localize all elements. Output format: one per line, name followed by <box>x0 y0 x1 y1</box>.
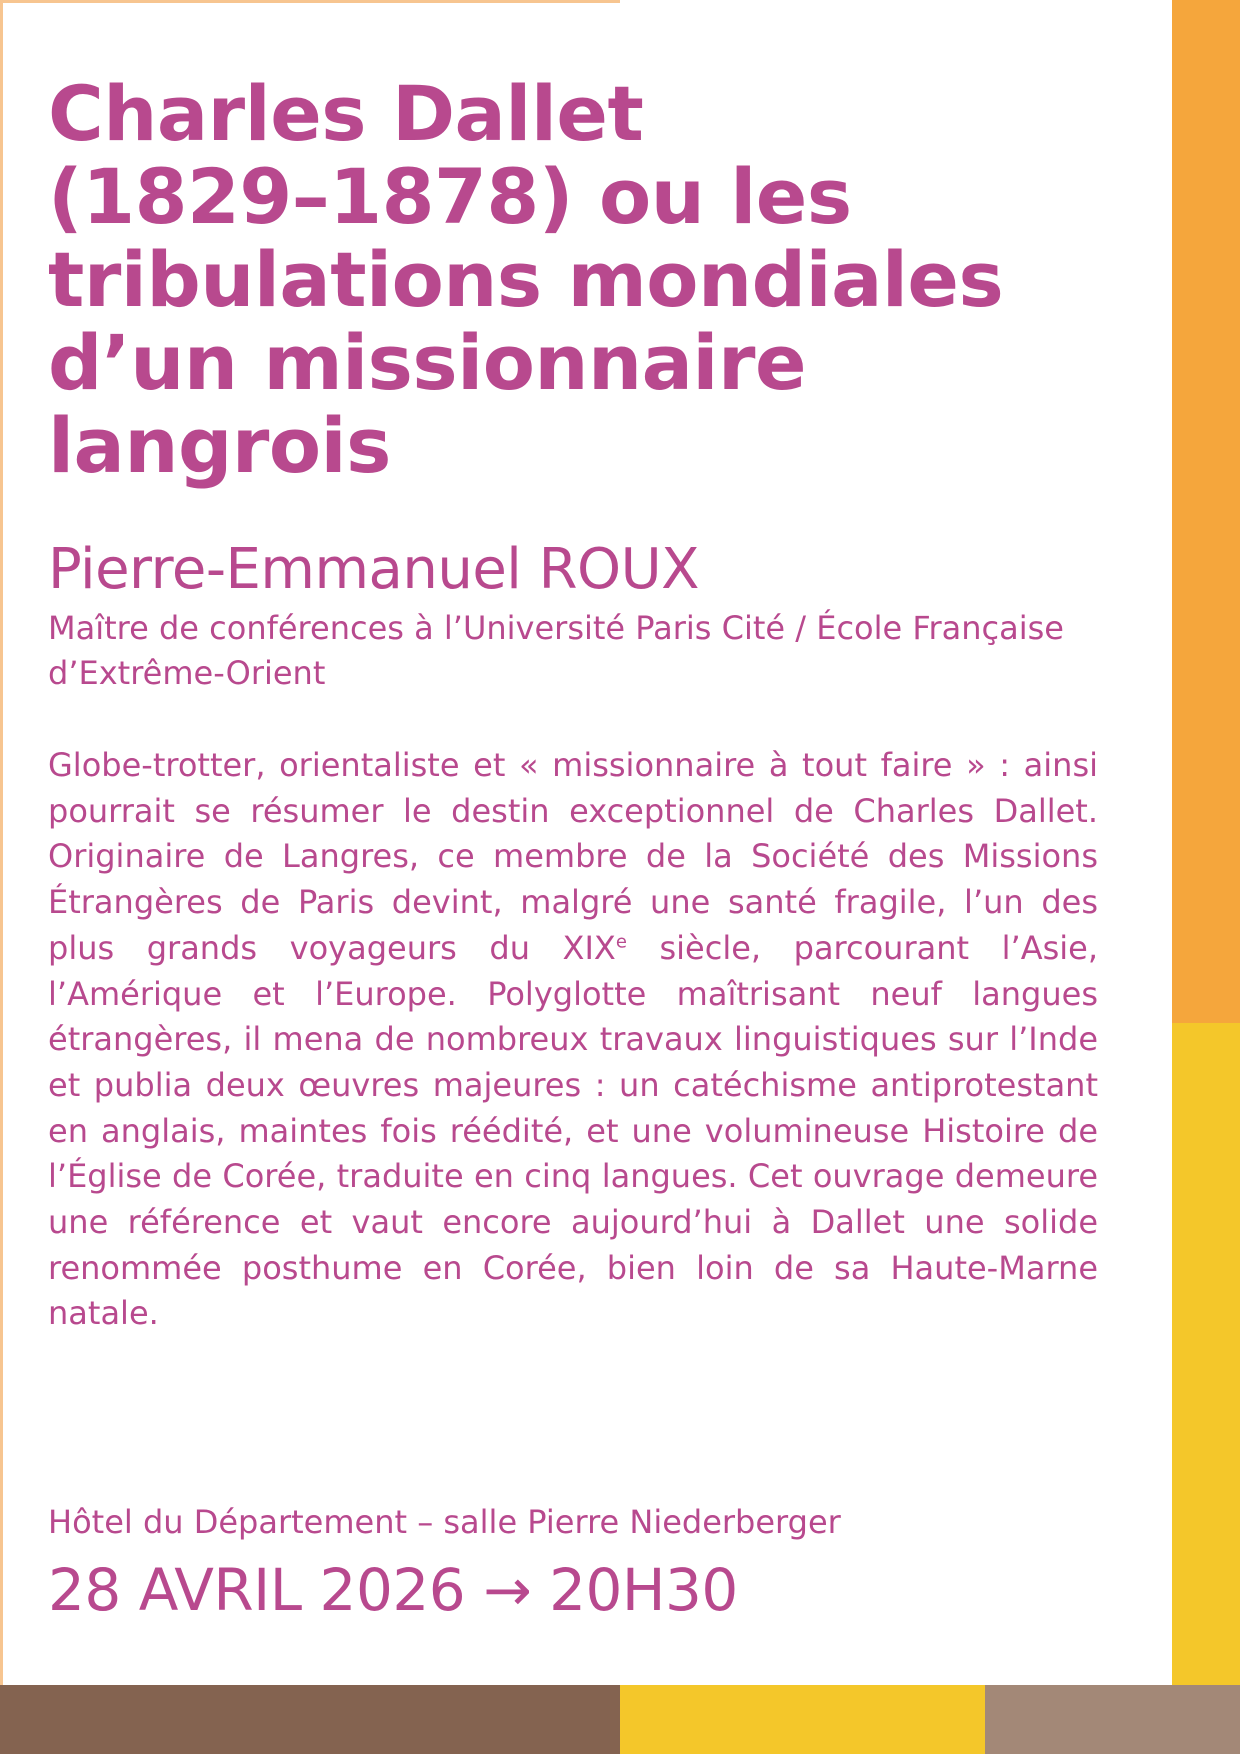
speaker-name: Pierre-Emmanuel ROUX <box>48 537 699 602</box>
event-venue: Hôtel du Département – salle Pierre Niederberger <box>48 1503 841 1541</box>
abstract-text-part2: siècle, parcourant l’Asie, l’Amérique et l’Europe. Polyglotte maîtrisant neuf langues étrangères, il mena de nombreux travaux linguistiques sur l’Inde et publia deux œuvres majeures : un catéchisme antiprotestant en anglais, maintes fois réédité, et une volumineuse Histoire de l’Église de Corée, traduite en cinq langues. Cet ouvrage demeure une référence et vaut encore aujourd’hui à Dallet une solide renommée posthume en Corée, bien loin de sa Haute-Marne natale. <box>48 928 1099 1333</box>
left-border-line <box>0 0 3 1685</box>
title-line: d’un missionnaire <box>48 318 806 407</box>
lecture-title <box>48 69 1148 490</box>
right-stripe-orange <box>1172 0 1240 1023</box>
top-border-line <box>0 0 620 3</box>
right-stripe-yellow <box>1172 1023 1240 1685</box>
speaker-affiliation: Maître de conférences à l’Université Paris Cité / École Française d’Extrême-Orient <box>48 609 1064 692</box>
bottom-bar-brown <box>0 1685 620 1754</box>
bottom-bar-yellow <box>620 1685 985 1754</box>
century-superscript: e <box>615 931 627 953</box>
title-line: Charles Dallet <box>48 69 644 158</box>
title-line: tribulations mondiales <box>48 235 1004 324</box>
event-datetime: 28 AVRIL 2026 → 20H30 <box>48 1556 738 1624</box>
title-line: (1829–1878) ou les <box>48 152 852 241</box>
title-line: langrois <box>48 401 391 490</box>
lecture-abstract <box>48 743 1098 1337</box>
abstract-text-part1: Globe-trotter, orientaliste et « missionnaire à tout faire » : ainsi pourrait se résumer le destin exceptionnel de Charles Dallet. Originaire de Langres, ce membre de la Société des Missions Étrangères de Paris devint, malgré une santé fragile, l’un des plus grands voyageurs du XIX <box>48 746 1098 967</box>
bottom-bar-taupe <box>985 1685 1240 1754</box>
